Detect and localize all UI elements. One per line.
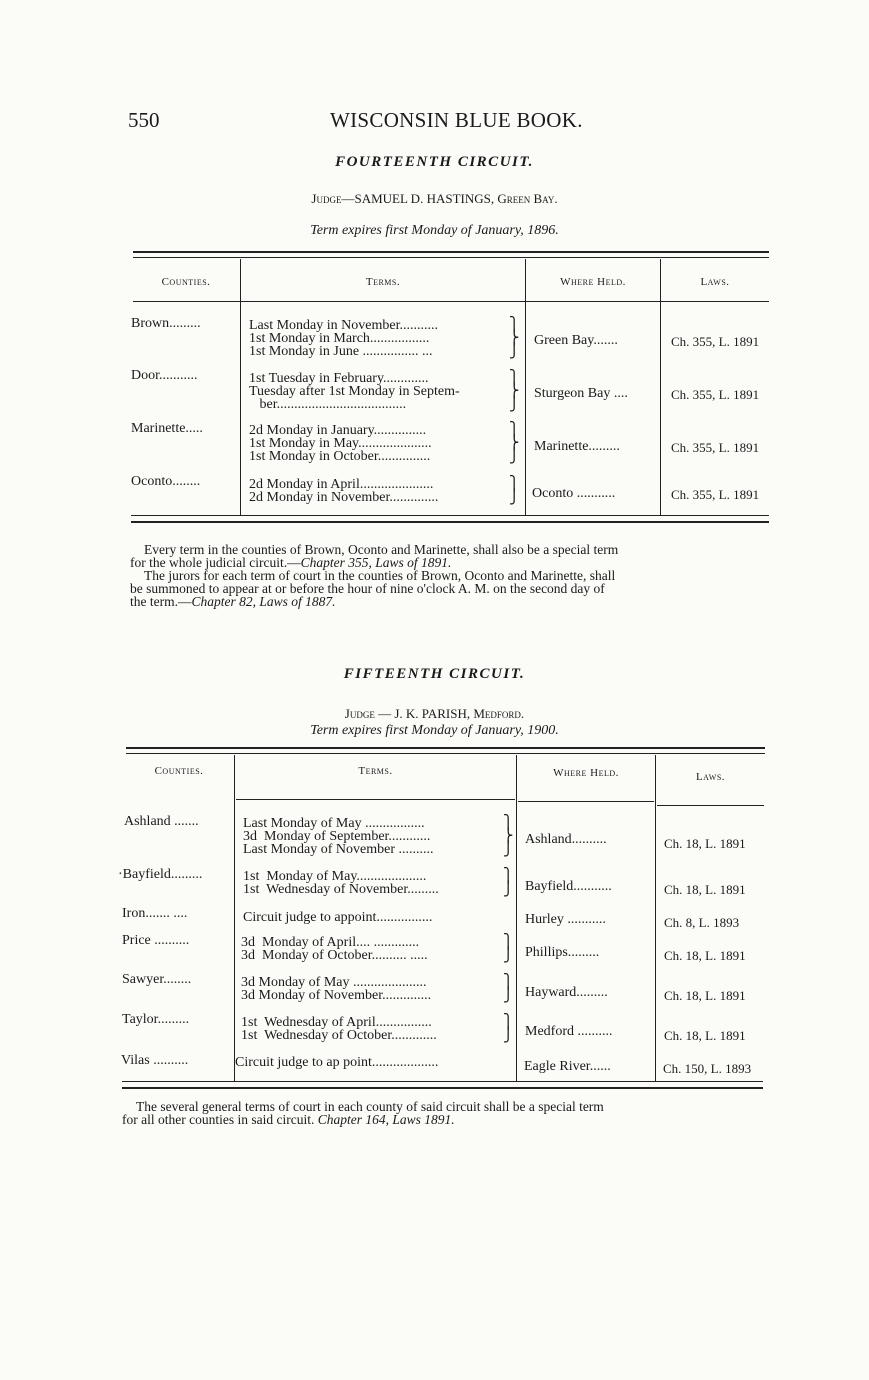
note-text: the term.—	[130, 594, 192, 609]
law-cell: Ch. 355, L. 1891	[671, 387, 760, 402]
terms-cell: 1st Monday of May.................... 1st Wednesday of November.........	[243, 869, 439, 897]
note-citation: Chapter 82, Laws of 1887.	[191, 594, 336, 609]
county-cell: Door...........	[131, 368, 198, 383]
column-divider	[516, 755, 517, 1081]
county-cell: Iron....... ....	[122, 906, 188, 921]
header-where-held: Where Held.	[560, 276, 626, 288]
county-cell: ·Bayfield.........	[118, 867, 203, 882]
county-cell: Sawyer........	[122, 972, 192, 987]
brace-mark: ⎫ ⎭	[503, 935, 514, 963]
fourteenth-note	[130, 543, 770, 608]
column-divider	[240, 259, 241, 515]
judge-name: SAMUEL D. HASTINGS,	[354, 191, 495, 206]
note-line	[130, 595, 770, 608]
header-where-held: Where Held.	[553, 767, 619, 779]
where-held-cell: Phillips.........	[525, 945, 600, 960]
header-terms: Terms.	[365, 276, 401, 288]
county-cell: Taylor.........	[122, 1012, 190, 1027]
where-held-cell: Bayfield...........	[525, 879, 612, 894]
fifteenth-circuit-title: FIFTEENTH CIRCUIT.	[343, 666, 526, 682]
page-number: 550	[128, 108, 160, 132]
note-citation: Chapter 355, Laws of 1891.	[300, 555, 452, 570]
county-cell: Marinette.....	[131, 421, 203, 436]
brace-mark: ⎫ ⎬ ⎭	[509, 371, 520, 412]
table-bottom-rule	[131, 515, 769, 516]
header-rule	[236, 799, 515, 800]
where-held-cell: Marinette.........	[534, 439, 620, 454]
law-cell: Ch. 18, L. 1891	[664, 836, 746, 851]
brace-mark: ⎫ ⎭	[503, 869, 514, 897]
law-cell: Ch. 8, L. 1893	[664, 915, 740, 930]
terms-cell: Last Monday in November........... 1st Monday in March................. 1st Monday in June ................ ...	[249, 318, 438, 359]
fourteenth-circuit-title: FOURTEENTH CIRCUIT.	[335, 154, 534, 170]
terms-cell: Circuit judge to ap point...................	[235, 1055, 439, 1070]
where-held-cell: Hayward.........	[525, 985, 608, 1000]
where-held-cell: Ashland..........	[525, 832, 607, 847]
law-cell: Ch. 355, L. 1891	[671, 487, 760, 502]
header-rule	[518, 801, 654, 802]
table-top-rule-2	[133, 257, 769, 258]
county-cell: Brown.........	[131, 316, 201, 331]
fourteenth-term-expires: Term expires first Monday of January, 1896.	[310, 223, 559, 238]
county-cell: Ashland .......	[124, 814, 199, 829]
fifteenth-term-expires: Term expires first Monday of January, 1900.	[310, 723, 559, 738]
law-cell: Ch. 18, L. 1891	[664, 882, 746, 897]
judge-label: Judge	[311, 191, 342, 206]
where-held-cell: Green Bay.......	[534, 333, 618, 348]
header-rule	[133, 301, 769, 302]
terms-cell: Last Monday of May ................. 3d Monday of September............ Last Monday of November ..........	[243, 816, 434, 857]
where-held-cell: Hurley ...........	[525, 912, 606, 927]
table-top-rule	[126, 747, 765, 749]
header-counties: Counties.	[154, 765, 204, 777]
fifteenth-note	[122, 1100, 767, 1126]
running-head: WISCONSIN BLUE BOOK.	[330, 108, 583, 132]
law-cell: Ch. 150, L. 1893	[663, 1061, 752, 1076]
note-citation: Chapter 164, Laws 1891.	[317, 1112, 455, 1127]
column-divider	[655, 755, 656, 1081]
judge-place: Medford.	[473, 706, 525, 721]
law-cell: Ch. 18, L. 1891	[664, 1028, 746, 1043]
table-bottom-rule-2	[131, 521, 769, 523]
law-cell: Ch. 355, L. 1891	[671, 440, 760, 455]
header-laws: Laws.	[700, 276, 730, 288]
where-held-cell: Medford ..........	[525, 1024, 613, 1039]
where-held-cell: Eagle River......	[524, 1059, 611, 1074]
column-divider	[234, 755, 235, 1081]
terms-cell: 1st Tuesday in February............. Tuesday after 1st Monday in Septem- ber.....................................	[249, 371, 460, 412]
terms-cell: 2d Monday in January............... 1st Monday in May..................... 1st Monday in October...............	[249, 423, 432, 464]
brace-mark: ⎫ ⎬ ⎭	[503, 816, 514, 857]
table-bottom-rule-2	[122, 1087, 763, 1089]
brace-mark: ⎫ ⎭	[503, 975, 514, 1003]
note-line: be summoned to appear at or before the hour of nine o'clock A. M. on the second day of	[130, 581, 605, 596]
header-counties: Counties.	[161, 276, 211, 288]
terms-cell: 2d Monday in April..................... 2d Monday in November..............	[249, 477, 439, 505]
header-laws: Laws.	[695, 771, 726, 783]
judge-place: Green Bay.	[497, 191, 558, 206]
judge-name: J. K. PARISH,	[394, 706, 471, 721]
county-cell: Vilas ..........	[121, 1053, 189, 1068]
where-held-cell: Sturgeon Bay ....	[534, 386, 628, 401]
brace-mark: ⎫ ⎭	[509, 477, 520, 505]
fourteenth-judge-line: Judge—SAMUEL D. HASTINGS, Green Bay.	[311, 191, 558, 206]
note-line: Every term in the counties of Brown, Oconto and Marinette, shall also be a special term	[144, 542, 619, 557]
table-bottom-rule	[122, 1081, 763, 1082]
note-line: The several general terms of court in each county of said circuit shall be a special term	[136, 1099, 604, 1114]
note-line	[122, 1113, 767, 1126]
law-cell: Ch. 355, L. 1891	[671, 334, 760, 349]
note-text: for the whole judicial circuit.—	[130, 555, 301, 570]
note-line: The jurors for each term of court in the counties of Brown, Oconto and Marinette, shall	[144, 568, 616, 583]
where-held-cell: Oconto ...........	[532, 486, 616, 501]
fifteenth-judge-line: Judge — J. K. PARISH, Medford.	[344, 706, 525, 721]
header-rule	[657, 805, 764, 806]
terms-cell: 3d Monday of April.... ............. 3d Monday of October.......... .....	[241, 935, 428, 963]
terms-cell: 1st Wednesday of April................ 1st Wednesday of October.............	[241, 1015, 437, 1043]
brace-mark: ⎫ ⎬ ⎭	[509, 318, 520, 359]
table-top-rule	[133, 251, 769, 253]
judge-label: Judge	[344, 706, 375, 721]
brace-mark: ⎫ ⎭	[503, 1015, 514, 1043]
brace-mark: ⎫ ⎬ ⎭	[509, 423, 520, 464]
law-cell: Ch. 18, L. 1891	[664, 948, 746, 963]
note-text: for all other counties in said circuit.	[122, 1112, 315, 1127]
table-top-rule-2	[126, 753, 765, 754]
terms-cell: 3d Monday of May ..................... 3d Monday of November..............	[241, 975, 432, 1003]
law-cell: Ch. 18, L. 1891	[664, 988, 746, 1003]
county-cell: Oconto........	[131, 474, 201, 489]
column-divider	[525, 259, 526, 515]
header-terms: Terms.	[358, 765, 393, 777]
county-cell: Price ..........	[122, 933, 190, 948]
terms-cell: Circuit judge to appoint................	[243, 910, 433, 925]
column-divider	[660, 259, 661, 515]
